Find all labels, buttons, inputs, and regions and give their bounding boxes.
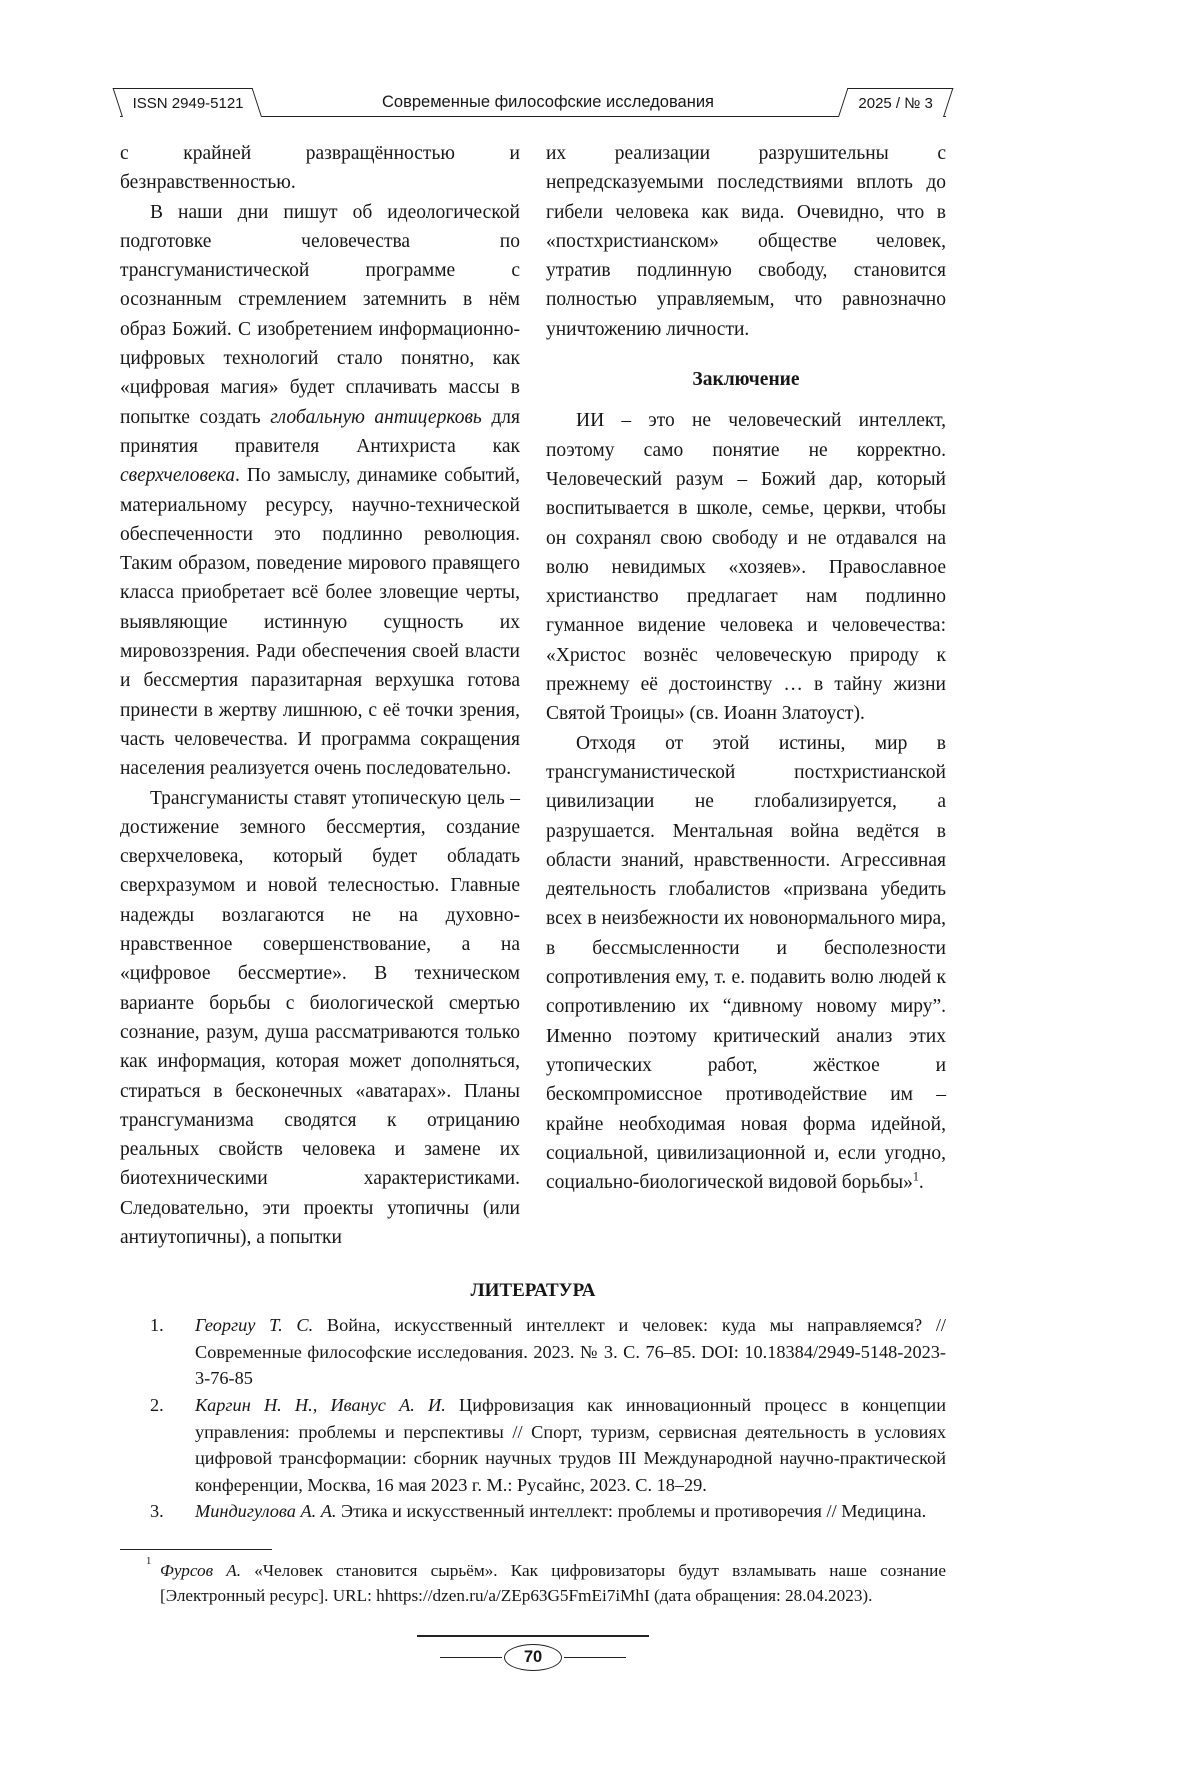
- reference-number: 1.: [150, 1315, 164, 1336]
- left-column: [120, 139, 520, 1252]
- footer-rule: [417, 1635, 649, 1637]
- paragraph: В наши дни пишут об идеологической подготовке человечества по трансгуманистической программе с осознанным стремлением затемнить в нём образ Божий. С изобретением информационно-цифровых технологий стало понятно, как «цифровая магия» будет сплачивать массы в попытке создать глобальную антицерковь для принятия правителя Антихриста как сверхчеловека. По замыслу, динамике событий, материальному ресурсу, научно-технической обеспеченности это подлинно революция. Таким образом, поведение мирового правящего класса приобретает всё более зловещие черты, выявляющие истинную сущность их мировоззрения. Ради обеспечения своей власти и бессмертия паразитарная верхушка готова принести в жертву лишнюю, с её точки зрения, часть человечества. И программа сокращения населения реализуется очень последовательно.: [120, 201, 520, 780]
- footer-line-left: [440, 1657, 502, 1658]
- reference-text: Миндигулова А. А. Этика и искусственный интеллект: проблемы и противоречия // Медицина.: [195, 1501, 927, 1522]
- references-heading: ЛИТЕРАТУРА: [470, 1280, 596, 1302]
- right-column: [546, 139, 946, 1252]
- footnote-text: 1 Фурсов А. «Человек становится сырьём». Как цифровизаторы будут взламывать наше сознание [Электронный ресурс]. URL: hhttps://dzen.ru/a/ZEp63G5FmEi7iMhI (дата обращения: 28.04.2023).: [146, 1556, 946, 1605]
- paragraph: Отходя от этой истины, мир в трансгуманистической постхристианской цивилизации не глобализируется, а разрушается. Ментальная война ведётся в области знаний, нравственности. Агрессивная деятельность глобалистов «призвана убедить всех в неизбежности их новонормального мира, в бессмысленности и бесполезности сопротивления ему, т. е. подавить волю людей к сопротивлению их “дивному новому миру”. Именно поэтому критический анализ этих утопических работ, жёсткое и бескомпромиссное противодействие им – крайне необходимая новая форма идейной, социальной, цивилизационной и, если угодно, социально-биологической видовой борьбы»$^1$.: [546, 732, 946, 1194]
- reference-text: Каргин Н. Н., Иванус А. И. Цифровизация как инновационный процесс в концепции управления: проблемы и перспективы // Спорт, туризм, сервисная деятельность в условиях цифровой трансформации: сборник научных трудов III Международной научно-практической конференции, Москва, 16 мая 2023 г. М.: Русайнс, 2023. С. 18–29.: [195, 1395, 946, 1495]
- issue-badge: [838, 88, 953, 117]
- footnote-section: [120, 1549, 946, 1609]
- reference-item: [120, 1392, 946, 1498]
- references-list: [120, 1312, 946, 1525]
- page-header: [120, 88, 946, 117]
- paragraph: Трансгуманисты ставят утопическую цель – достижение земного бессмертия, создание сверхчеловека, который будет обладать сверхразумом и новой телесностью. Главные надежды возлагаются не на духовно-нравственное совершенствование, а на «цифровое бессмертие». В техническом варианте борьбы с биологической смертью сознание, разум, душа рассматриваются только как информация, которая может дополняться, стираться в бесконечных «аватарах». Планы трансгуманизма сводятся к отрицанию реальных свойств человека и замене их биотехническими характеристиками. Следовательно, эти проекты утопичны (или антиутопичны), а попытки: [120, 787, 520, 1248]
- footnote-divider: [120, 1549, 272, 1550]
- page-number-row: [440, 1644, 626, 1671]
- reference-number: 2.: [150, 1395, 164, 1416]
- issn-badge: [113, 88, 262, 117]
- paragraph: с крайней развращённостью и безнравственностью.: [120, 143, 520, 194]
- section-heading: Заключение: [692, 369, 800, 391]
- page-footer: [120, 1635, 946, 1671]
- journal-title: Современные философские исследования: [382, 93, 714, 111]
- page-number-badge: [504, 1644, 562, 1671]
- reference-number: 3.: [150, 1501, 164, 1522]
- issue-text: 2025 / № 3: [858, 94, 933, 112]
- paragraph: их реализации разрушительны с непредсказуемыми последствиями вплоть до гибели человека как вида. Очевидно, что в «постхристианском» обществе человек, утратив подлинную свободу, становится полностью управляемым, что равнозначно уничтожению личности.: [546, 143, 946, 340]
- paragraph: ИИ – это не человеческий интеллект, поэтому само понятие не корректно. Человеческий разум – Божий дар, который воспитывается в школе, семье, церкви, чтобы он сохранял свою свободу и не отдавался на волю невидимых «хозяев». Православное христианство предлагает нам подлинно гуманное видение человека и человечества: «Христос вознёс человеческую природу к прежнему её достоинству … в тайну жизни Святой Троицы» (св. Иоанн Златоуст).: [546, 410, 946, 725]
- page-number: 70: [523, 1647, 543, 1666]
- article-body: [120, 139, 946, 1252]
- reference-text: Георгиу Т. С. Война, искусственный интеллект и человек: куда мы направляемся? // Современные философские исследования. 2023. № 3. С. 76–85. DOI: 10.18384/2949-5148-2023-3-76-85: [195, 1315, 946, 1389]
- reference-item: [120, 1498, 946, 1525]
- footer-line-right: [564, 1657, 626, 1658]
- references-section: [120, 1280, 946, 1525]
- page: [120, 88, 946, 1671]
- reference-item: [120, 1312, 946, 1392]
- issn-text: ISSN 2949-5121: [131, 94, 243, 112]
